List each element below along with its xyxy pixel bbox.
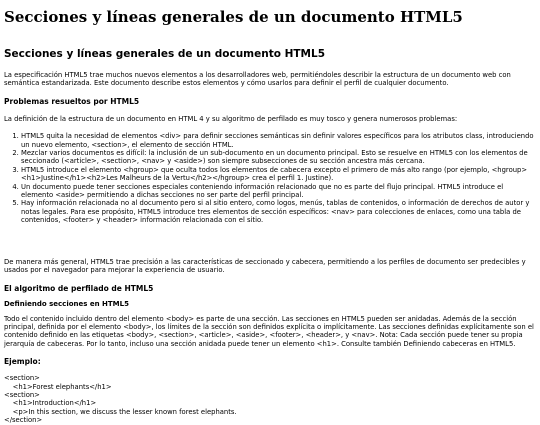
list-item: 2. Mezclar varios documentos es difícil: la inclusión de un sub-documento en un documento principal. Esto se resuelve en HTML5 con los elementos de seccionado (<article>, <section>, <nav> y <aside>) son siempre subsecciones de su sección ancestra más cercana.	[21, 149, 536, 166]
list-item: 3. HTML5 introduce el elemento <hgroup> que oculta todos los elementos de cabecera excepto el primero de más alto rango (por ejemplo, <hgroup><h1>Justine</h1><h2>Les Malheurs de la Vertu</h2></hgroup> crea el perfil 1. Justine).	[21, 166, 536, 183]
example-code-block: <section> <h1>Forest elephants</h1> <section> <h1>Introduction</h1> <p>In this section, we discuss the lesser known forest elephants. </section>	[4, 374, 237, 425]
summary-paragraph: De manera más general, HTML5 trae precisión a las características de seccionado y cabecera, permitiendo a los perfiles de documento ser predecibles y usados por el navegador para mejorar la experiencia de usuario.	[4, 257, 526, 275]
problems-intro-paragraph: La definición de la estructura de un documento en HTML 4 y su algoritmo de perfilado es muy tosco y genera numerosos problemas:	[4, 114, 458, 123]
algorithm-heading: El algoritmo de perfilado de HTML5	[4, 283, 154, 293]
problems-list	[4, 132, 536, 224]
list-item: 5. Hay información relacionada no al documento pero si al sitio entero, como logos, menús, tablas de contenidos, o información de derechos de autor y notas legales. Para ese propósito, HTML5 introduce tres elementos de sección específicos: <nav> para colecciones de enlaces, como una tabla de contenidos, <footer> y <header> información relacionada con el sitio.	[21, 199, 536, 224]
defining-sections-heading: Definiendo secciones en HTML5	[4, 299, 129, 308]
intro-paragraph: La especificación HTML5 trae muchos nuevos elementos a los desarrolladores web, permitiéndoles describir la estructura de un documento web con semántica estandarizada. Este documento describe estos elementos y cómo usarlos para definir el perfil de cualquier documento.	[4, 71, 511, 88]
problems-heading: Problemas resueltos por HTML5	[4, 96, 140, 106]
list-item: 4. Un documento puede tener secciones especiales conteniendo información relacionado que no es parte del flujo principal. HTML5 introduce el elemento <aside> permitiendo a dichas secciones no ser parte del perfil principal.	[21, 183, 536, 200]
page-title: Secciones y líneas generales de un documento HTML5	[4, 8, 463, 26]
list-item: 1. HTML5 quita la necesidad de elementos <div> para definir secciones semánticas sin definir valores específicos para los atributos class, introduciendo un nuevo elemento, <section>, el elemento de sección HTML.	[21, 132, 536, 149]
article-title: Secciones y líneas generales de un documento HTML5	[4, 48, 326, 60]
example-label: Ejemplo:	[4, 357, 41, 367]
defining-sections-paragraph: Todo el contenido incluido dentro del elemento <body> es parte de una sección. Las secciones en HTML5 pueden ser anidadas. Además de la sección principal, definida por el elemento <body>, los límites de la sección son definidos explícita o implícitamente. Las secciones definidas explícitamente son el contenido definido en las etiquetas <body>, <section>, <article>, <aside>, <footer>, <header>, y <nav>. Nota: Cada sección puede tener su propia jerarquía de cabeceras. Por lo tanto, incluso una sección anidada puede tener un elemento <h1>. Consulte también Definiendo cabeceras en HTML5.	[4, 314, 534, 348]
